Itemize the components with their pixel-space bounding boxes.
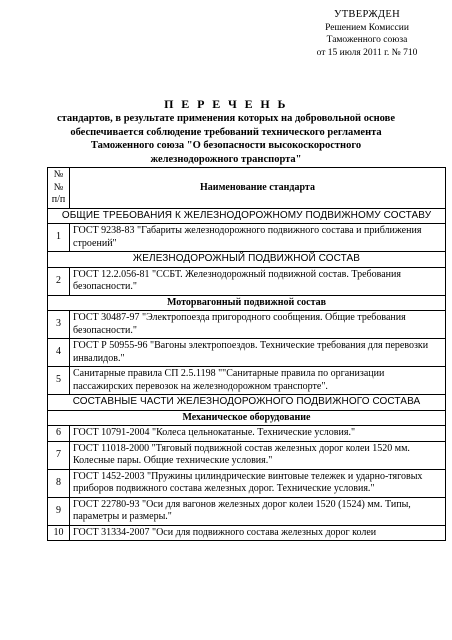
subsection-title: Моторвагонный подвижной состав [48, 295, 446, 311]
approval-block [292, 9, 442, 59]
document-heading [52, 96, 400, 166]
standard-name: ГОСТ 11018-2000 "Тяговый подвижной состав железных дорог колеи 1520 мм. Колесные пары. Общие технические условия." [70, 441, 446, 469]
standard-name: ГОСТ 30487-97 "Электропоезда пригородного сообщения. Общие требования безопасности." [70, 311, 446, 339]
section-title: ЖЕЛЕЗНОДОРОЖНЫЙ ПОДВИЖНОЙ СОСТАВ [48, 252, 446, 268]
row-number: 4 [48, 339, 70, 367]
row-number: 10 [48, 525, 70, 541]
table-header-row [48, 168, 446, 209]
table-row [48, 497, 446, 525]
standard-name: ГОСТ 9238-83 "Габариты железнодорожного подвижного состава и приближения строений" [70, 224, 446, 252]
standard-name: ГОСТ Р 50955-96 "Вагоны электропоездов. Технические требования для перевозки инвалидов." [70, 339, 446, 367]
table-row [48, 224, 446, 252]
standards-table [47, 167, 446, 541]
standard-name: ГОСТ 22780-93 "Оси для вагонов железных дорог колеи 1520 (1524) мм. Типы, параметры и размеры." [70, 497, 446, 525]
section-row [48, 252, 446, 268]
table-row [48, 426, 446, 442]
approval-line: Таможенного союза [326, 35, 408, 45]
section-row [48, 395, 446, 411]
row-number: 1 [48, 224, 70, 252]
subsection-row [48, 410, 446, 426]
table-row [48, 367, 446, 395]
standard-name: ГОСТ 12.2.056-81 "ССБТ. Железнодорожный подвижной состав. Требования безопасности." [70, 267, 446, 295]
row-number: 9 [48, 497, 70, 525]
standard-name: ГОСТ 10791-2004 "Колеса цельнокатаные. Технические условия." [70, 426, 446, 442]
subsection-row [48, 295, 446, 311]
section-title: ОБЩИЕ ТРЕБОВАНИЯ К ЖЕЛЕЗНОДОРОЖНОМУ ПОДВИЖНОМУ СОСТАВУ [48, 208, 446, 224]
row-number: 3 [48, 311, 70, 339]
table-row [48, 339, 446, 367]
table-row [48, 469, 446, 497]
standard-name: ГОСТ 31334-2007 "Оси для подвижного состава железных дорог колеи [70, 525, 446, 541]
approval-line: Решением Комиссии [325, 22, 409, 33]
row-number: 8 [48, 469, 70, 497]
row-number: 7 [48, 441, 70, 469]
document-title: П Е Р Е Ч Е Н Ь [164, 97, 288, 111]
section-row [48, 208, 446, 224]
column-header-number: №№ п/п [48, 168, 70, 209]
row-number: 2 [48, 267, 70, 295]
section-title: СОСТАВНЫЕ ЧАСТИ ЖЕЛЕЗНОДОРОЖНОГО ПОДВИЖНОГО СОСТАВА [48, 395, 446, 411]
column-header-name: Наименование стандарта [70, 168, 446, 209]
row-number: 5 [48, 367, 70, 395]
table-row [48, 525, 446, 541]
standard-name: ГОСТ 1452-2003 "Пружины цилиндрические винтовые тележек и ударно-тяговых приборов подвижного состава железных дорог. Технические условия." [70, 469, 446, 497]
table-row [48, 311, 446, 339]
subsection-title: Механическое оборудование [48, 410, 446, 426]
table-row [48, 267, 446, 295]
standard-name: Санитарные правила СП 2.5.1198 ""Санитарные правила по организации пассажирских перевозок на железнодорожном транспорте". [70, 367, 446, 395]
row-number: 6 [48, 426, 70, 442]
document-subtitle: стандартов, в результате применения которых на добровольной основе обеспечивается соблюдение требований технического регламента Таможенного союза "О безопасности высокоскоростного железнодорожного транспорта" [56, 113, 395, 165]
approval-date: от 15 июля 2011 г. № 710 [316, 47, 418, 58]
table-row [48, 441, 446, 469]
approval-title: УТВЕРЖДЕН [333, 9, 400, 20]
